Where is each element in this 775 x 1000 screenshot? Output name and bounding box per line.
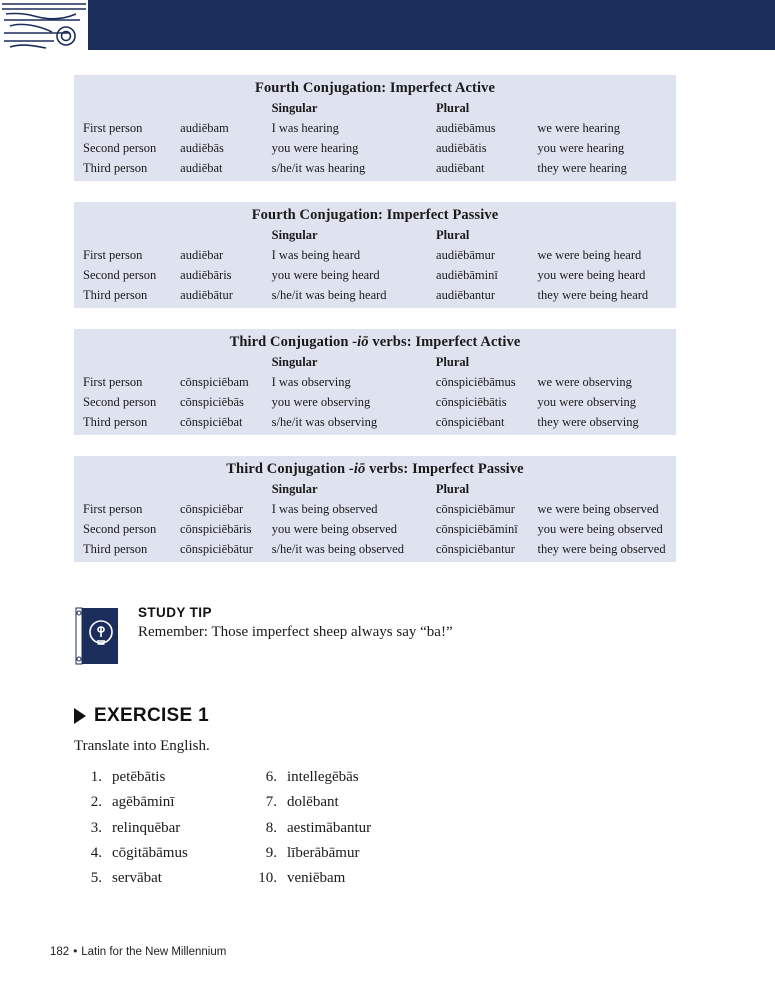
singular-form: cōnspiciēbar: [180, 501, 244, 516]
study-tip-title: STUDY TIP: [138, 605, 212, 620]
table-fourth-conjugation-imperfect-active: [74, 75, 676, 181]
page-body: [0, 50, 775, 1000]
person-label: First person: [83, 247, 143, 262]
table-number-header-row: [74, 354, 676, 372]
item-text: līberābāmur: [287, 844, 360, 861]
singular-form: audiēbās: [180, 140, 224, 155]
item-text: agēbāminī: [112, 794, 175, 811]
singular-translation: s/he/it was hearing: [271, 160, 366, 175]
plural-translation: they were observing: [537, 414, 639, 429]
item-text: dolēbant: [287, 794, 339, 811]
plural-translation: you were hearing: [537, 140, 625, 155]
table-row: [74, 118, 676, 138]
singular-form: audiēbāris: [180, 267, 232, 282]
plural-translation: we were observing: [537, 374, 632, 389]
table-row: [74, 499, 676, 519]
plural-form: audiēbantur: [436, 287, 496, 302]
item-number: 5.: [90, 870, 102, 887]
plural-translation: we were being observed: [537, 501, 659, 516]
plural-translation: they were being heard: [537, 287, 649, 302]
exercise-column-left: [74, 768, 188, 894]
item-number: 9.: [265, 844, 277, 861]
triangle-bullet-icon: [74, 708, 86, 724]
table-title-row: [74, 75, 676, 100]
page-header-band: [0, 0, 775, 50]
singular-form: cōnspiciēbam: [180, 374, 249, 389]
plural-translation: they were hearing: [537, 160, 627, 175]
plural-translation: they were being observed: [537, 541, 666, 556]
plural-form: cōnspiciēbāmur: [435, 501, 515, 516]
table-fourth-conjugation-imperfect-passive: [74, 202, 676, 308]
plural-form: audiēbātis: [435, 140, 487, 155]
list-item: [74, 869, 188, 889]
singular-translation: I was being observed: [271, 501, 378, 516]
singular-form: cōnspiciēbāris: [180, 521, 252, 536]
page-footer: [50, 946, 226, 958]
table-title-italic: -iō: [348, 461, 366, 477]
singular-form: cōnspiciēbat: [180, 414, 243, 429]
list-item: [74, 819, 188, 839]
item-number: 8.: [265, 819, 277, 836]
list-item: [74, 844, 188, 864]
table-title-post: verbs: Imperfect Passive: [365, 461, 524, 477]
item-number: 10.: [258, 870, 277, 887]
person-label: Third person: [83, 541, 148, 556]
item-text: petēbātis: [112, 769, 166, 785]
plural-form: audiēbāminī: [436, 267, 498, 282]
table-third-conjugation-io-imperfect-active: [74, 329, 676, 435]
item-text: cōgitābāmus: [112, 844, 188, 861]
item-text: intellegēbās: [287, 769, 359, 785]
exercise-heading: [74, 705, 209, 727]
singular-translation: you were being observed: [271, 521, 397, 536]
person-label: Second person: [83, 140, 157, 155]
lightbulb-icon: [74, 605, 126, 667]
plural-header: Plural: [435, 101, 470, 115]
table-third-conjugation-io-imperfect-passive: [74, 456, 676, 562]
singular-form: audiēbar: [180, 247, 224, 262]
table-row: [74, 285, 676, 308]
plural-translation: you were being observed: [537, 521, 663, 536]
plural-form: cōnspiciēbātis: [435, 394, 507, 409]
singular-translation: s/he/it was observing: [271, 414, 378, 429]
plural-form: cōnspiciēbāmus: [435, 374, 516, 389]
list-item: [74, 793, 188, 813]
table-number-header-row: [74, 481, 676, 499]
person-label: Third person: [83, 287, 148, 302]
singular-translation: I was observing: [271, 374, 351, 389]
table-row: [74, 392, 676, 412]
singular-form: audiēbātur: [180, 287, 233, 302]
footer-separator: •: [73, 946, 78, 958]
exercise-instruction: Translate into English.: [74, 738, 210, 754]
person-label: First person: [83, 374, 143, 389]
table-title-row: [74, 329, 676, 354]
plural-form: cōnspiciēbāminī: [435, 521, 518, 536]
item-number: 6.: [265, 769, 277, 785]
person-label: Third person: [83, 414, 148, 429]
table-title-pre: Third Conjugation: [229, 334, 353, 350]
item-text: servābat: [112, 870, 162, 887]
plural-form: audiēbāmur: [436, 247, 496, 262]
singular-header: Singular: [271, 482, 318, 496]
person-label: Second person: [83, 267, 157, 282]
table-title: [74, 329, 676, 354]
plural-translation: you were observing: [537, 394, 637, 409]
plural-form: cōnspiciēbantur: [435, 541, 515, 556]
table-title-pre: Third Conjugation: [226, 461, 349, 477]
plural-form: audiēbāmus: [435, 120, 496, 135]
singular-translation: I was being heard: [271, 247, 361, 262]
table-title-post: verbs: Imperfect Active: [368, 334, 521, 350]
plural-header: Plural: [435, 482, 470, 496]
item-number: 7.: [265, 794, 277, 811]
table-row: [74, 412, 676, 435]
plural-header: Plural: [436, 228, 470, 242]
item-number: 1.: [90, 769, 102, 785]
plural-form: cōnspiciēbant: [435, 414, 505, 429]
plural-header: Plural: [435, 355, 470, 369]
study-tip: [74, 605, 674, 641]
book-title: Latin for the New Millennium: [81, 946, 227, 958]
table-row: [74, 372, 676, 392]
table-row: [74, 519, 676, 539]
person-label: Third person: [83, 160, 148, 175]
table-row: [74, 138, 676, 158]
table-title-italic: -iō: [352, 334, 369, 350]
list-item: [249, 819, 371, 839]
list-item: [249, 793, 371, 813]
list-item: [249, 844, 371, 864]
singular-header: Singular: [271, 355, 318, 369]
table-title: [74, 456, 676, 481]
singular-translation: you were being heard: [271, 267, 380, 282]
table-title: Fourth Conjugation: Imperfect Active: [74, 75, 676, 100]
page-number: 182: [50, 946, 70, 958]
singular-translation: you were observing: [271, 394, 371, 409]
column-capital-ornament: [0, 0, 88, 50]
table-number-header-row: [74, 100, 676, 118]
study-tip-body: [138, 605, 674, 641]
person-label: First person: [83, 501, 143, 516]
singular-form: audiēbam: [180, 120, 229, 135]
item-text: relinquēbar: [112, 819, 181, 836]
item-text: aestimābantur: [287, 819, 372, 836]
list-item: [249, 869, 371, 889]
person-label: Second person: [83, 394, 157, 409]
plural-translation: we were hearing: [537, 120, 620, 135]
list-item: [74, 768, 188, 788]
item-number: 2.: [90, 794, 102, 811]
study-tip-text: Remember: Those imperfect sheep always say “ba!”: [138, 624, 453, 640]
table-title-row: [74, 202, 676, 227]
list-item: [249, 768, 371, 788]
person-label: Second person: [83, 521, 157, 536]
singular-translation: s/he/it was being heard: [271, 287, 387, 302]
exercise-column-right: [249, 768, 371, 894]
table-row: [74, 539, 676, 562]
item-text: veniēbam: [287, 870, 346, 887]
item-number: 3.: [90, 819, 102, 836]
table-row: [74, 245, 676, 265]
person-label: First person: [83, 120, 143, 135]
table-number-header-row: [74, 227, 676, 245]
singular-form: cōnspiciēbātur: [180, 541, 253, 556]
singular-translation: you were hearing: [271, 140, 359, 155]
singular-form: audiēbat: [180, 160, 223, 175]
singular-translation: s/he/it was being observed: [271, 541, 404, 556]
table-title-row: [74, 456, 676, 481]
plural-form: audiēbant: [435, 160, 485, 175]
plural-translation: we were being heard: [537, 247, 642, 262]
item-number: 4.: [90, 844, 102, 861]
table-title: Fourth Conjugation: Imperfect Passive: [74, 202, 676, 227]
singular-header: Singular: [271, 228, 318, 242]
table-row: [74, 158, 676, 181]
exercise-heading-label: EXERCISE 1: [94, 705, 209, 726]
table-row: [74, 265, 676, 285]
singular-header: Singular: [271, 101, 318, 115]
singular-form: cōnspiciēbās: [180, 394, 244, 409]
singular-translation: I was hearing: [271, 120, 339, 135]
plural-translation: you were being heard: [537, 267, 646, 282]
